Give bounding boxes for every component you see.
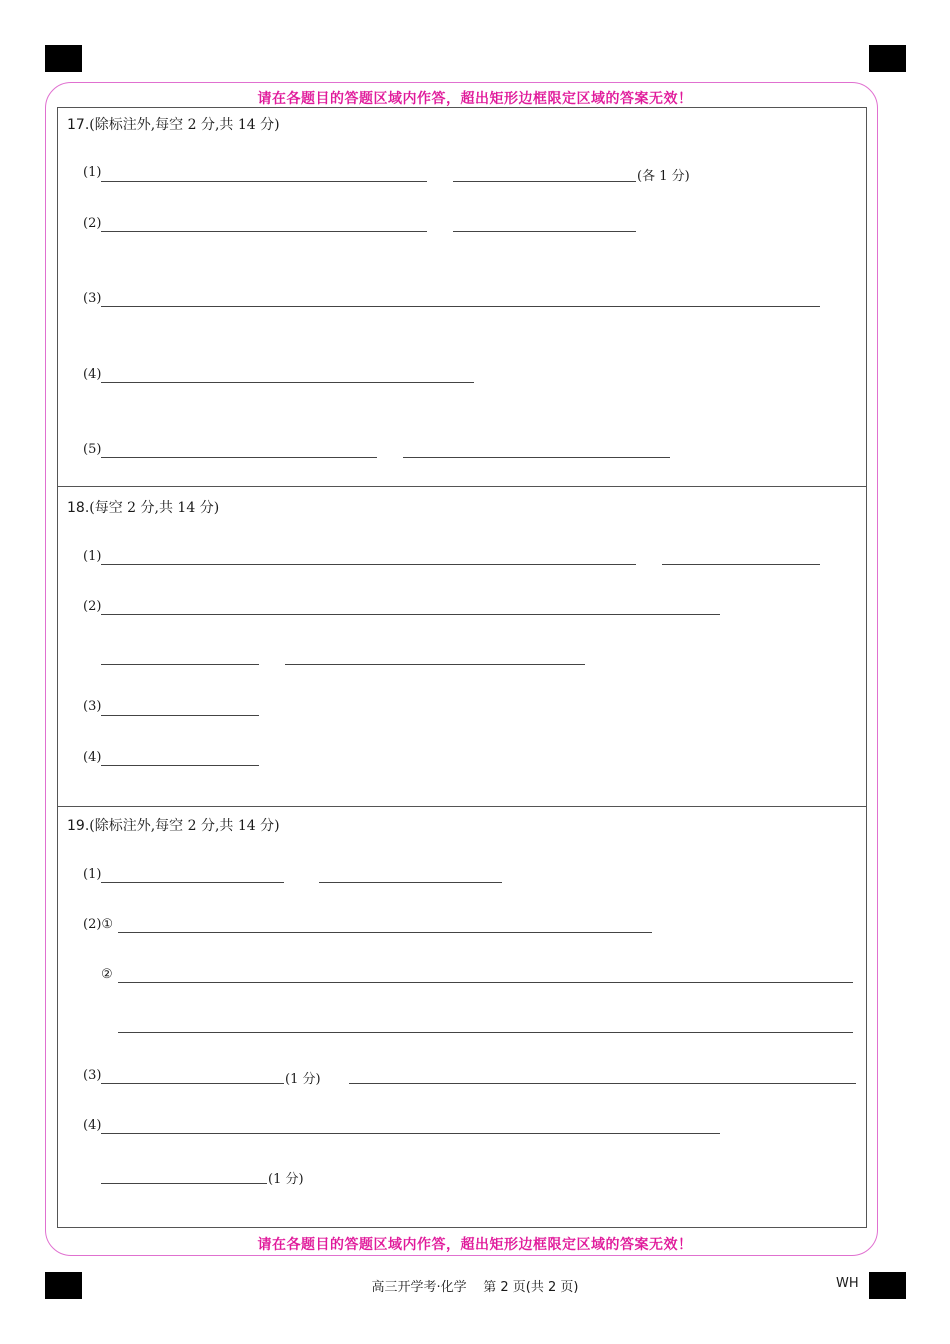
question-18-title: [67, 497, 219, 517]
q18-blank-4[interactable]: [101, 765, 259, 766]
registration-mark-top-right: [869, 45, 906, 72]
q19-blank-2-2a[interactable]: [118, 982, 853, 983]
q18-label-3: (3): [83, 699, 102, 714]
q17-label-5: (5): [83, 442, 102, 457]
q19-blank-2-1[interactable]: [118, 932, 652, 933]
q19-blank-4b[interactable]: [101, 1183, 267, 1184]
question-18-note: (每空 2 分,共 14 分): [89, 500, 220, 516]
q18-blank-2c[interactable]: [285, 664, 585, 665]
q17-label-2: (2): [83, 216, 102, 231]
question-19-number: 19.: [67, 818, 90, 834]
exam-code: WH: [836, 1276, 859, 1291]
q17-blank-4[interactable]: [101, 382, 474, 383]
question-17-number: 17.: [67, 117, 90, 133]
q17-blank-2a[interactable]: [101, 231, 427, 232]
registration-mark-top-left: [45, 45, 82, 72]
q17-label-4: (4): [83, 367, 102, 382]
question-19-note: (除标注外,每空 2 分,共 14 分): [89, 818, 280, 834]
q18-blank-3[interactable]: [101, 715, 259, 716]
q17-blank-3[interactable]: [101, 306, 820, 307]
q19-score-note-4: (1 分): [268, 1172, 304, 1187]
q17-blank-1a[interactable]: [101, 181, 427, 182]
question-18-number: 18.: [67, 500, 90, 516]
q18-label-2: (2): [83, 599, 102, 614]
q17-blank-5a[interactable]: [101, 457, 377, 458]
page-footer: 高三开学考·化学 第 2 页(共 2 页): [371, 1280, 579, 1295]
q19-blank-1b[interactable]: [319, 882, 502, 883]
q19-blank-3a[interactable]: [101, 1083, 284, 1084]
q19-blank-4a[interactable]: [101, 1133, 720, 1134]
q18-label-4: (4): [83, 750, 102, 765]
q18-blank-2b[interactable]: [101, 664, 259, 665]
q18-label-1: (1): [83, 549, 102, 564]
q17-blank-2b[interactable]: [453, 231, 636, 232]
instruction-bottom: 请在各题目的答题区域内作答，超出矩形边框限定区域的答案无效！: [257, 1237, 693, 1253]
q18-blank-2a[interactable]: [101, 614, 720, 615]
q19-blank-2-2b[interactable]: [118, 1032, 853, 1033]
q18-blank-1b[interactable]: [662, 564, 820, 565]
q19-blank-3b[interactable]: [349, 1083, 856, 1084]
q17-blank-1b[interactable]: [453, 181, 636, 182]
q17-label-1: (1): [83, 165, 102, 180]
question-18-box: [57, 486, 867, 807]
q19-score-note-3: (1 分): [285, 1072, 321, 1087]
q19-label-2-2: ②: [101, 967, 113, 982]
question-19-box: [57, 806, 867, 1228]
question-17-box: [57, 107, 867, 487]
q19-blank-1a[interactable]: [101, 882, 284, 883]
q17-score-note-1: (各 1 分): [637, 169, 690, 184]
q18-blank-1a[interactable]: [101, 564, 636, 565]
q19-label-1: (1): [83, 867, 102, 882]
q19-label-4: (4): [83, 1118, 102, 1133]
q19-label-3: (3): [83, 1068, 102, 1083]
question-19-title: [67, 815, 280, 835]
question-17-title: [67, 114, 280, 134]
q19-label-2-1: (2)①: [83, 917, 114, 932]
q17-blank-5b[interactable]: [403, 457, 670, 458]
instruction-top: 请在各题目的答题区域内作答，超出矩形边框限定区域的答案无效！: [257, 91, 693, 107]
q17-label-3: (3): [83, 291, 102, 306]
question-17-note: (除标注外,每空 2 分,共 14 分): [89, 117, 280, 133]
